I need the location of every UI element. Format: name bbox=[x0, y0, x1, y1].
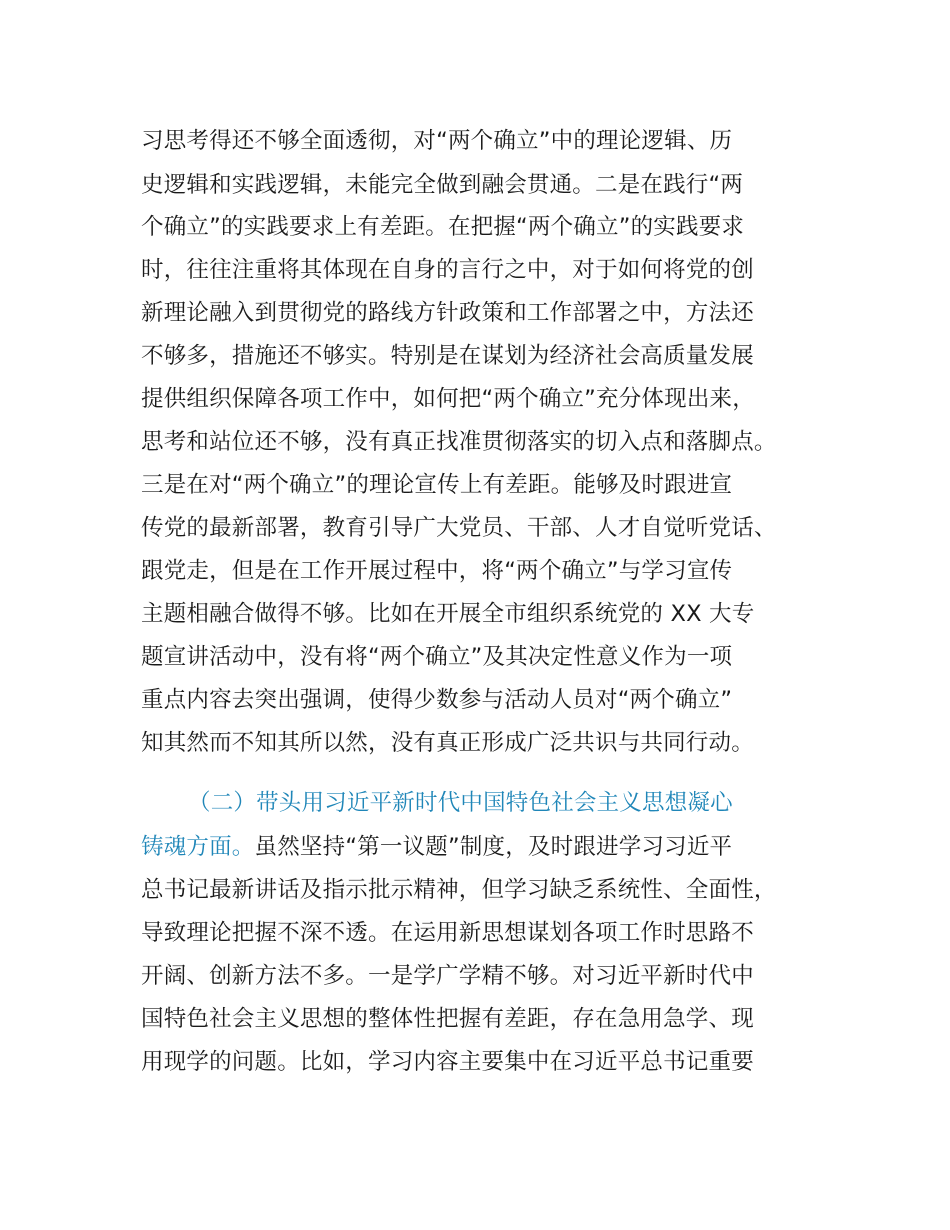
body-text-line: 总书记最新讲话及指示批示精神，但学习缺乏系统性、全面性， bbox=[141, 877, 777, 903]
body-text-run: 虽然坚持“第一议题”制度，及时跟进学习习近平 bbox=[254, 834, 733, 860]
body-text-line: 主题相融合做得不够。比如在开展全市组织系统党的 XX 大专 bbox=[141, 601, 755, 627]
body-text-line: 新理论融入到贯彻党的路线方针政策和工作部署之中，方法还 bbox=[141, 300, 754, 326]
body-text-line: 不够多，措施还不够实。特别是在谋划为经济社会高质量发展 bbox=[141, 343, 754, 369]
body-text-line: 传党的最新部署，教育引导广大党员、干部、人才自觉听党话、 bbox=[141, 515, 777, 541]
section-heading-end: 铸魂方面。 bbox=[141, 834, 255, 860]
body-text-line: 个确立”的实践要求上有差距。在把握“两个确立”的实践要求 bbox=[141, 214, 745, 240]
body-text-line: 重点内容去突出强调，使得少数参与活动人员对“两个确立” bbox=[141, 687, 733, 713]
body-text-line: 题宣讲活动中，没有将“两个确立”及其决定性意义作为一项 bbox=[141, 644, 733, 670]
body-text-line: 开阔、创新方法不多。一是学广学精不够。对习近平新时代中 bbox=[141, 963, 754, 989]
body-text-line: 三是在对“两个确立”的理论宣传上有差距。能够及时跟进宣 bbox=[141, 472, 733, 498]
body-text-line: 导致理论把握不深不透。在运用新思想谋划各项工作时思路不 bbox=[141, 920, 754, 946]
body-text-line: 跟党走，但是在工作开展过程中，将“两个确立”与学习宣传 bbox=[141, 558, 733, 584]
body-text-line: 用现学的问题。比如，学习内容主要集中在习近平总书记重要 bbox=[141, 1049, 754, 1075]
section-heading: （二）带头用习近平新时代中国特色社会主义思想凝心 bbox=[188, 790, 733, 816]
section-heading-continuation bbox=[141, 832, 732, 862]
body-text-line: 习思考得还不够全面透彻，对“两个确立”中的理论逻辑、历 bbox=[141, 128, 733, 154]
body-text-line: 提供组织保障各项工作中，如何把“两个确立”充分体现出来， bbox=[141, 386, 755, 412]
body-text-line: 时，往往注重将其体现在自身的言行之中，对于如何将党的创 bbox=[141, 257, 754, 283]
body-text-line: 知其然而不知其所以然，没有真正形成广泛共识与共同行动。 bbox=[141, 730, 754, 756]
body-text-line: 史逻辑和实践逻辑，未能完全做到融会贯通。二是在践行“两 bbox=[141, 172, 744, 198]
body-text-line: 思考和站位还不够，没有真正找准贯彻落实的切入点和落脚点。 bbox=[141, 429, 777, 455]
body-text-line: 国特色社会主义思想的整体性把握有差距，存在急用急学、现 bbox=[141, 1006, 754, 1032]
